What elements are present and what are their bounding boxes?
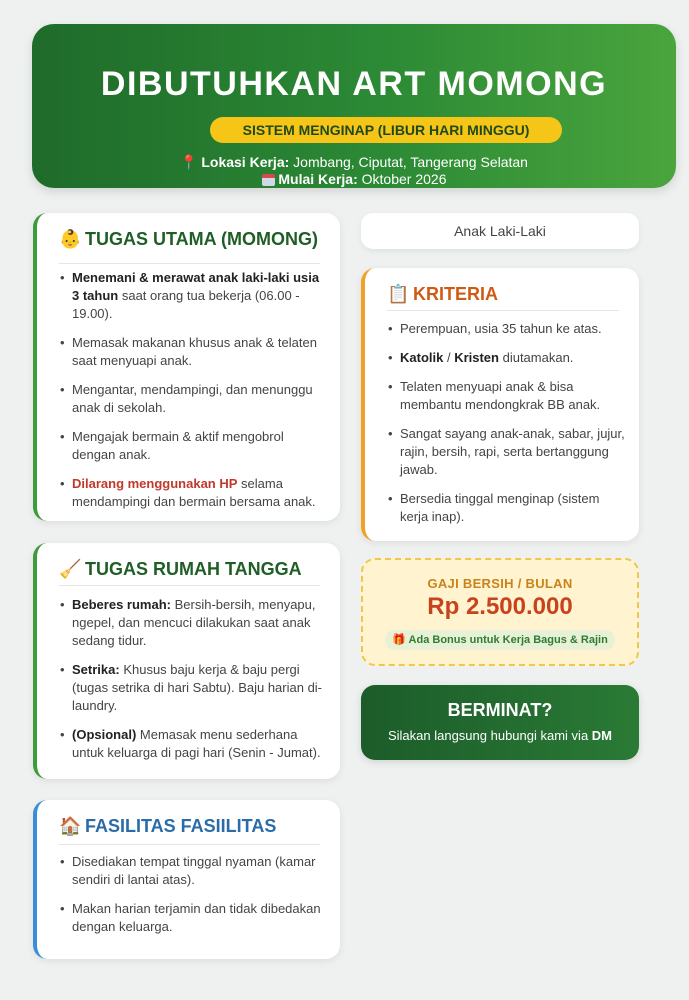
list-item: • Katolik / Kristen diutamakan. [387,349,625,367]
start-label: Mulai Kerja: [278,171,358,187]
list-item: • Mengajak bermain & aktif mengobrol dengan anak. [59,428,326,464]
main-duties-card [33,213,340,521]
header-banner [32,24,676,188]
page-title: DIBUTUHKAN ART MOMONG [100,65,608,103]
location-value: Jombang, Ciputat, Tangerang Selatan [293,154,528,170]
gift-icon: 🎁 [392,634,406,646]
main-duties-title: 👶 TUGAS UTAMA (MOMONG) [59,229,318,249]
baby-icon: 👶 [59,229,82,249]
facilities-card [33,800,340,959]
list-item: • Menemani & merawat anak laki-laki usia 3 tahun saat orang tua bekerja (06.00 - 19.00). [59,269,326,323]
list-item: • Setrika: Khusus baju kerja & baju pergi (tugas setrika di hari Sabtu). Baju harian di-laundry. [59,661,326,715]
calendar-icon [262,174,275,186]
list-item: • Bersedia tinggal menginap (sistem kerja inap). [387,490,625,526]
criteria-card [361,268,639,541]
location-line [32,154,676,171]
criteria-list [387,320,625,537]
pin-icon: 📍 [180,154,198,170]
house-icon: 🏠 [59,816,82,836]
salary-box [361,558,639,666]
list-item: • Telaten menyuapi anak & bisa membantu mendongkrak BB anak. [387,378,625,414]
system-badge: SISTEM MENGINAP (LIBUR HARI MINGGU) [210,117,562,143]
start-line [32,171,676,188]
household-duties-list [59,596,326,773]
start-value: Oktober 2026 [361,171,447,187]
clipboard-icon: 📋 [387,284,410,304]
salary-amount: Rp 2.500.000 [427,593,573,620]
list-item: • Mengantar, mendampingi, dan menunggu anak di sekolah. [59,381,326,417]
facilities-list [59,853,326,947]
criteria-title: 📋 KRITERIA [387,284,498,304]
divider [59,263,320,264]
broom-icon: 🧹 [59,559,82,579]
bonus-badge: 🎁 Ada Bonus untuk Kerja Bagus & Rajin [385,630,615,650]
list-item: • Sangat sayang anak-anak, sabar, jujur, rajin, bersih, rapi, serta bertanggung jawab. [387,425,625,479]
list-item: • Makan harian terjamin dan tidak dibedakan dengan keluarga. [59,900,326,936]
child-gender-tag: Anak Laki-Laki [361,213,639,249]
cta-text: Silakan langsung hubungi kami via DM [387,728,613,743]
household-duties-card [33,543,340,779]
divider [59,844,320,845]
list-item: • Perempuan, usia 35 tahun ke atas. [387,320,625,338]
household-duties-title: 🧹 TUGAS RUMAH TANGGA [59,559,302,579]
contact-cta[interactable] [361,685,639,760]
list-item: • Disediakan tempat tinggal nyaman (kamar sendiri di lantai atas). [59,853,326,889]
dm-link[interactable]: DM [591,728,613,743]
divider [387,310,619,311]
location-label: Lokasi Kerja: [201,154,290,170]
facilities-title: 🏠 FASILITAS FASIILITAS [59,816,277,836]
main-duties-list [59,269,326,522]
list-item: • Beberes rumah: Bersih-bersih, menyapu, ngepel, dan mencuci dilakukan saat anak sedang tidur. [59,596,326,650]
list-item: • (Opsional) Memasak menu sederhana untuk keluarga di pagi hari (Senin - Jumat). [59,726,326,762]
divider [59,585,320,586]
list-item: • Memasak makanan khusus anak & telaten saat menyuapi anak. [59,334,326,370]
salary-label: GAJI BERSIH / BULAN [427,576,573,591]
list-item: • Dilarang menggunakan HP selama mendampingi dan bermain bersama anak. [59,475,326,511]
cta-title: BERMINAT? [447,700,553,720]
